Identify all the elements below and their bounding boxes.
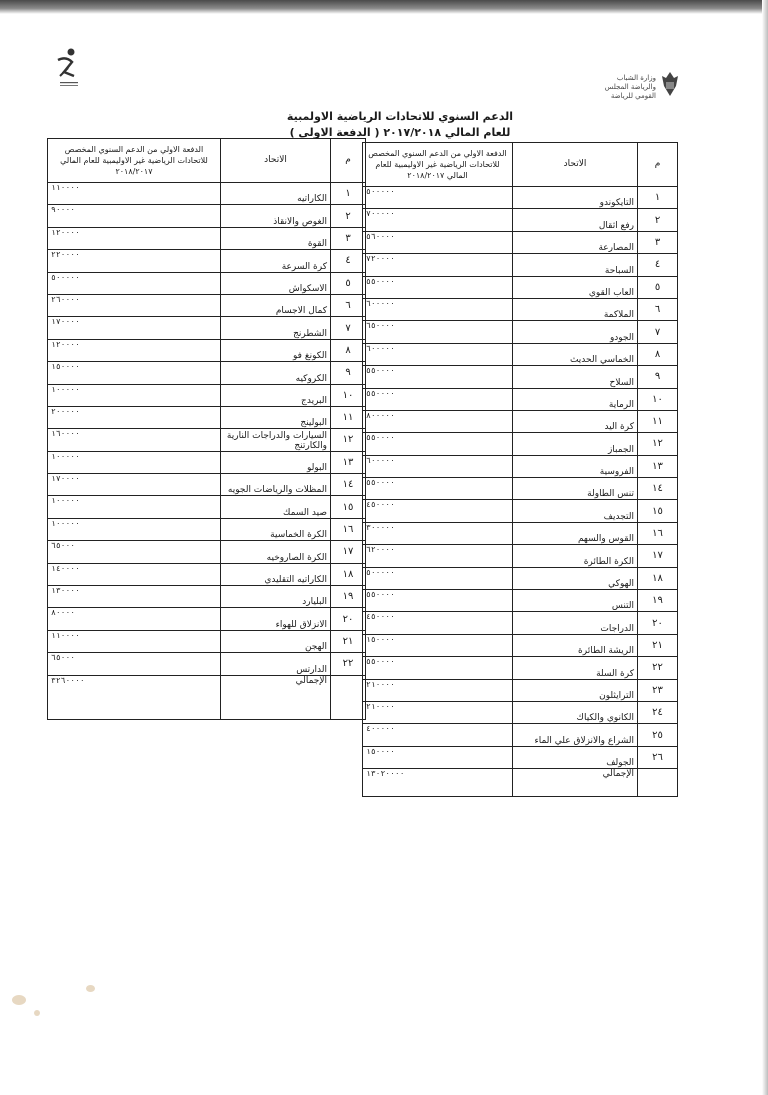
paper-stain [86,985,95,992]
table-row [48,586,366,608]
federation-name: السباحة [513,254,638,276]
federation-name: الكرة الصاروخيه [221,541,331,563]
federation-name: كمال الاجسام [221,294,331,316]
support-amount: ٧٢٠٠٠٠ [363,254,513,276]
support-amount: ٥٠٠٠٠٠ [48,272,221,294]
federation-name: الغوص والانقاذ [221,205,331,227]
table-header-row [48,139,366,183]
row-index: ١٩ [331,586,366,608]
support-amount: ٧٠٠٠٠٠ [363,209,513,231]
row-index: ١ [638,187,678,209]
total-amount: ٣٢٦٠٠٠٠ [48,675,221,719]
federation-name: الترايثلون [513,679,638,701]
table-row [363,231,678,253]
row-index: ٤ [638,254,678,276]
document-subtitle: للعام المالي ٢٠١٧/٢٠١٨ ( الدفعة الاولي ) [289,126,511,139]
table-row [48,406,366,428]
table-row [363,724,678,746]
support-amount: ٢١٠٠٠٠ [363,679,513,701]
support-amount: ١٥٠٠٠٠ [363,746,513,768]
support-amount: ٤٥٠٠٠٠ [363,612,513,634]
table-row [48,317,366,339]
table-row [363,634,678,656]
row-index: ١٣ [331,451,366,473]
table-row [363,455,678,477]
table-row [363,187,678,209]
row-index: ٣ [331,227,366,249]
federation-name: الدراجات [513,612,638,634]
table-row [363,657,678,679]
row-index: ٧ [638,321,678,343]
table-row [48,608,366,630]
row-index: ١٦ [331,518,366,540]
federation-name: الاسكواش [221,272,331,294]
federation-name: الانزلاق للهواء [221,608,331,630]
row-index: ٦ [638,298,678,320]
support-amount: ٥٠٠٠٠٠ [363,187,513,209]
support-amount: ١٠٠٠٠٠ [48,384,221,406]
support-amount: ١٢٠٠٠٠ [48,227,221,249]
federation-name: الملاكمة [513,298,638,320]
support-amount: ١٠٠٠٠٠ [48,451,221,473]
federation-name: البليارد [221,586,331,608]
table-row [48,630,366,652]
table-row [363,567,678,589]
row-index: ١٥ [638,500,678,522]
federation-name: الهجن [221,630,331,652]
row-index: ٨ [331,339,366,361]
row-index: ١٢ [638,433,678,455]
table-row [48,518,366,540]
support-amount: ٥٥٠٠٠٠ [363,433,513,455]
federation-name: الجودو [513,321,638,343]
federation-name: الشطرنج [221,317,331,339]
table-row [363,321,678,343]
row-index: ٨ [638,343,678,365]
table-row [363,746,678,768]
table-row [48,384,366,406]
table-row [48,653,366,675]
table-row [363,590,678,612]
row-index: ٩ [331,362,366,384]
row-index: ٢٣ [638,679,678,701]
table-row [363,701,678,723]
support-amount: ١١٠٠٠٠ [48,183,221,205]
table-row [363,522,678,544]
support-amount: ١٥٠٠٠٠ [48,362,221,384]
row-index: ٢٢ [638,657,678,679]
support-amount: ٥٦٠٠٠٠ [363,231,513,253]
table-row [48,541,366,563]
federation-name: الكرة الطائرة [513,545,638,567]
support-amount: ٣٠٠٠٠٠ [363,522,513,544]
row-index: ٢ [638,209,678,231]
row-index: ١٦ [638,522,678,544]
federation-name: الكونغ فو [221,339,331,361]
table-row [363,433,678,455]
table-row [363,254,678,276]
table-row [48,474,366,496]
federation-name: المصارعة [513,231,638,253]
federation-name: القوس والسهم [513,522,638,544]
row-index: ٦ [331,294,366,316]
row-index: ٧ [331,317,366,339]
row-index: ١٠ [331,384,366,406]
row-index: ١٧ [638,545,678,567]
support-amount: ١٢٠٠٠٠ [48,339,221,361]
total-amount: ١٣٠٢٠٠٠٠ [363,769,513,797]
federation-name: كرة اليد [513,410,638,432]
table-row [363,388,678,410]
row-index: ٥ [638,276,678,298]
row-index: ١٠ [638,388,678,410]
table-row [48,227,366,249]
column-header-index: م [638,143,678,187]
support-amount: ١٧٠٠٠٠ [48,474,221,496]
support-amount: ١٠٠٠٠٠ [48,518,221,540]
federation-name: الخماسي الحديث [513,343,638,365]
support-amount: ٤٠٠٠٠٠ [363,724,513,746]
federation-name: الكاراتيه التقليدي [221,563,331,585]
support-amount: ٢٦٠٠٠٠ [48,294,221,316]
row-index: ١٨ [331,563,366,585]
row-index: ٥ [331,272,366,294]
row-index: ٣ [638,231,678,253]
row-index: ٢١ [331,630,366,652]
support-amount: ١٣٠٠٠٠ [48,586,221,608]
document-title: الدعم السنوي للاتحادات الرياضية الاولمبية [286,110,514,123]
federation-name: الشراع والانزلاق علي الماء [513,724,638,746]
row-index: ١١ [331,406,366,428]
support-amount: ٨٠٠٠٠ [48,608,221,630]
federation-name: العاب القوي [513,276,638,298]
federation-name: التجديف [513,500,638,522]
table-row [48,339,366,361]
paper-stain [12,995,26,1005]
support-amount: ١٥٠٠٠٠ [363,634,513,656]
column-header-amount: الدفعة الاولي من الدعم السنوي المخصص للاتحادات الرياضية غير الاوليمبية للعام المالي ٢٠١٨/٢٠١٧ [363,143,513,187]
federation-name: كرة السرعة [221,250,331,272]
table-row [363,276,678,298]
row-index: ١١ [638,410,678,432]
federation-name: الرماية [513,388,638,410]
scan-top-edge [0,0,768,14]
row-index: ١٧ [331,541,366,563]
support-amount: ١١٠٠٠٠ [48,630,221,652]
support-amount: ٦٠٠٠٠٠ [363,298,513,320]
support-amount: ٤٥٠٠٠٠ [363,500,513,522]
total-row [363,769,678,797]
row-index: ٩ [638,366,678,388]
support-amount: ٥٠٠٠٠٠ [363,567,513,589]
support-amount: ٦٥٠٠٠ [48,541,221,563]
support-amount: ٥٥٠٠٠٠ [363,657,513,679]
table-row [48,183,366,205]
row-index: ٢٠ [331,608,366,630]
table-row [363,298,678,320]
federation-name: الجولف [513,746,638,768]
table-row [48,250,366,272]
paper-stain [34,1010,40,1016]
federation-name: الكروكيه [221,362,331,384]
table-row [48,563,366,585]
row-index: ١٤ [331,474,366,496]
support-amount: ١٤٠٠٠٠ [48,563,221,585]
support-amount: ٦٠٠٠٠٠ [363,455,513,477]
federation-name: القوة [221,227,331,249]
federation-name: التنس [513,590,638,612]
row-index: ٢١ [638,634,678,656]
row-index: ٢٦ [638,746,678,768]
table-row [363,410,678,432]
table-row [48,205,366,227]
egypt-eagle-emblem-icon [660,70,680,100]
column-header-index: م [331,139,366,183]
support-amount: ٥٥٠٠٠٠ [363,366,513,388]
table-row [48,294,366,316]
federation-name: التايكوندو [513,187,638,209]
table-row [363,478,678,500]
federation-name: السيارات والدراجات النارية والكارتنج [221,429,331,451]
table-row [363,209,678,231]
nsc-logo-icon [54,46,84,92]
support-amount: ٢٠٠٠٠٠ [48,406,221,428]
table-row [363,612,678,634]
federation-name: الريشة الطائرة [513,634,638,656]
table-row [48,451,366,473]
federation-name: تنس الطاولة [513,478,638,500]
row-index: ١٥ [331,496,366,518]
federation-name: صيد السمك [221,496,331,518]
row-index: ١٢ [331,429,366,451]
table-row [363,343,678,365]
table-row [363,366,678,388]
support-amount: ٦٢٠٠٠٠ [363,545,513,567]
row-index: ٢ [331,205,366,227]
table-row [363,545,678,567]
support-amount: ١٠٠٠٠٠ [48,496,221,518]
federation-name: الكرة الخماسية [221,518,331,540]
support-amount: ٢١٠٠٠٠ [363,701,513,723]
table-row [48,362,366,384]
total-label: الإجمالي [221,675,331,719]
ministry-header: وزارة الشباب والرياضة المجلس القومي للرياضة [604,74,656,100]
row-index: ٢٢ [331,653,366,675]
column-header-amount: الدفعة الاولي من الدعم السنوي المخصص للاتحادات الرياضية غير الاوليمبية للعام المالي ٢٠١٨/٢٠١٧ [48,139,221,183]
row-index: ٢٤ [638,701,678,723]
federation-name: البولو [221,451,331,473]
total-row [48,675,366,719]
support-amount: ٦٥٠٠٠ [48,653,221,675]
federation-name: المظلات والرياضات الجويه [221,474,331,496]
federation-name: الكاراتيه [221,183,331,205]
federation-name: الكانوي والكياك [513,701,638,723]
support-amount: ٦٠٠٠٠٠ [363,343,513,365]
federation-name: الجمباز [513,433,638,455]
support-amount: ٨٠٠٠٠٠ [363,410,513,432]
row-index: ١٩ [638,590,678,612]
support-amount: ١٧٠٠٠٠ [48,317,221,339]
support-amount: ٥٥٠٠٠٠ [363,590,513,612]
table-row [363,679,678,701]
table-row [48,429,366,451]
federation-name: الفروسية [513,455,638,477]
olympic-federations-table [362,142,678,797]
federation-name: رفع اثقال [513,209,638,231]
federation-name: البريدج [221,384,331,406]
federation-name: كرة السلة [513,657,638,679]
support-amount: ٦٥٠٠٠٠ [363,321,513,343]
row-index: ١٣ [638,455,678,477]
support-amount: ١٦٠٠٠٠ [48,429,221,451]
non-olympic-federations-table [47,138,366,720]
federation-name: الهوكي [513,567,638,589]
row-index: ٢٥ [638,724,678,746]
row-index: ١٤ [638,478,678,500]
support-amount: ٥٥٠٠٠٠ [363,276,513,298]
support-amount: ٩٠٠٠٠ [48,205,221,227]
row-index: ١ [331,183,366,205]
row-index: ١٨ [638,567,678,589]
row-index: ٤ [331,250,366,272]
table-header-row [363,143,678,187]
column-header-federation: الاتحاد [513,143,638,187]
column-header-federation: الاتحاد [221,139,331,183]
federation-name: السلاح [513,366,638,388]
federation-name: البولينج [221,406,331,428]
row-index: ٢٠ [638,612,678,634]
federation-name: الدارتس [221,653,331,675]
table-row [363,500,678,522]
support-amount: ٥٥٠٠٠٠ [363,388,513,410]
scan-right-edge [762,0,768,1095]
total-label: الإجمالي [513,769,638,797]
table-row [48,496,366,518]
support-amount: ٢٢٠٠٠٠ [48,250,221,272]
support-amount: ٥٥٠٠٠٠ [363,478,513,500]
table-row [48,272,366,294]
